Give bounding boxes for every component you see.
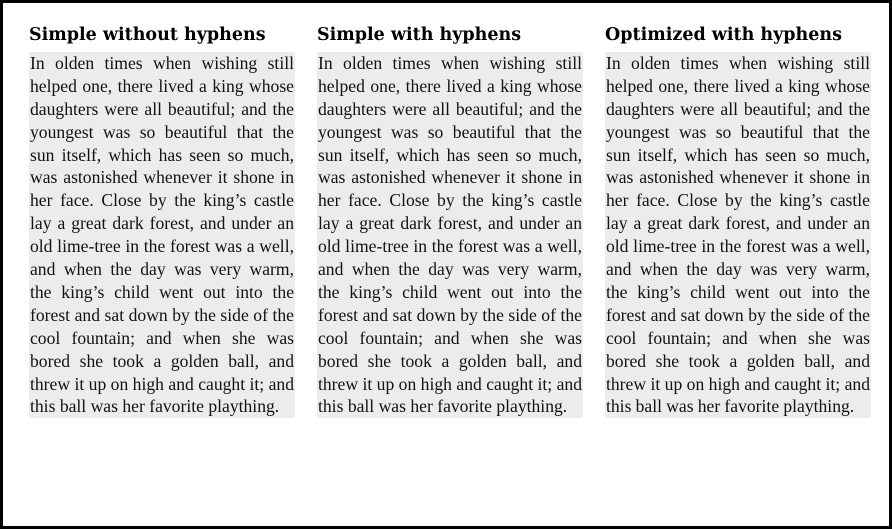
column-heading: Optimized with hyphens [605, 25, 842, 45]
column-heading: Simple with hyphens [317, 25, 522, 45]
column-simple-with-hyphens [317, 25, 583, 418]
column-body-text: In olden times when wishing still helped one, there lived a king whose daughters were all beautiful; and the youngest was so beautiful that the sun itself, which has seen so much, was astonished whenever it shone in her face. Close by the king’s castle lay a great dark forest, and under an old lime-tree in the forest was a well, and when the day was very warm, the king’s child went out into the forest and sat down by the side of the cool fountain; and when she was bored she took a golden ball, and threw it up on high and caught it; and this ball was her favorite plaything. [606, 52, 870, 417]
column-container [3, 3, 889, 526]
column-body-text: In olden times when wishing still helped one, there lived a king whose daughters were all beautiful; and the youngest was so beautiful that the sun itself, which has seen so much, was astonished whenever it shone in her face. Close by the king’s castle lay a great dark forest, and under an old lime-tree in the forest was a well, and when the day was very warm, the king’s child went out into the forest and sat down by the side of the cool fountain; and when she was bored she took a golden ball, and threw it up on high and caught it; and this ball was her favorite plaything. [30, 52, 294, 417]
column-simple-without-hyphens [29, 25, 295, 418]
column-heading: Simple without hyphens [29, 25, 266, 45]
column-optimized-with-hyphens [605, 25, 871, 418]
column-body-text: In olden times when wishing still helped one, there lived a king whose daughters were all beautiful; and the youngest was so beautiful that the sun itself, which has seen so much, was astonished whenever it shone in her face. Close by the king’s castle lay a great dark forest, and under an old lime-tree in the forest was a well, and when the day was very warm, the king’s child went out into the forest and sat down by the side of the cool fountain; and when she was bored she took a golden ball, and threw it up on high and caught it; and this ball was her favorite plaything. [318, 52, 582, 417]
